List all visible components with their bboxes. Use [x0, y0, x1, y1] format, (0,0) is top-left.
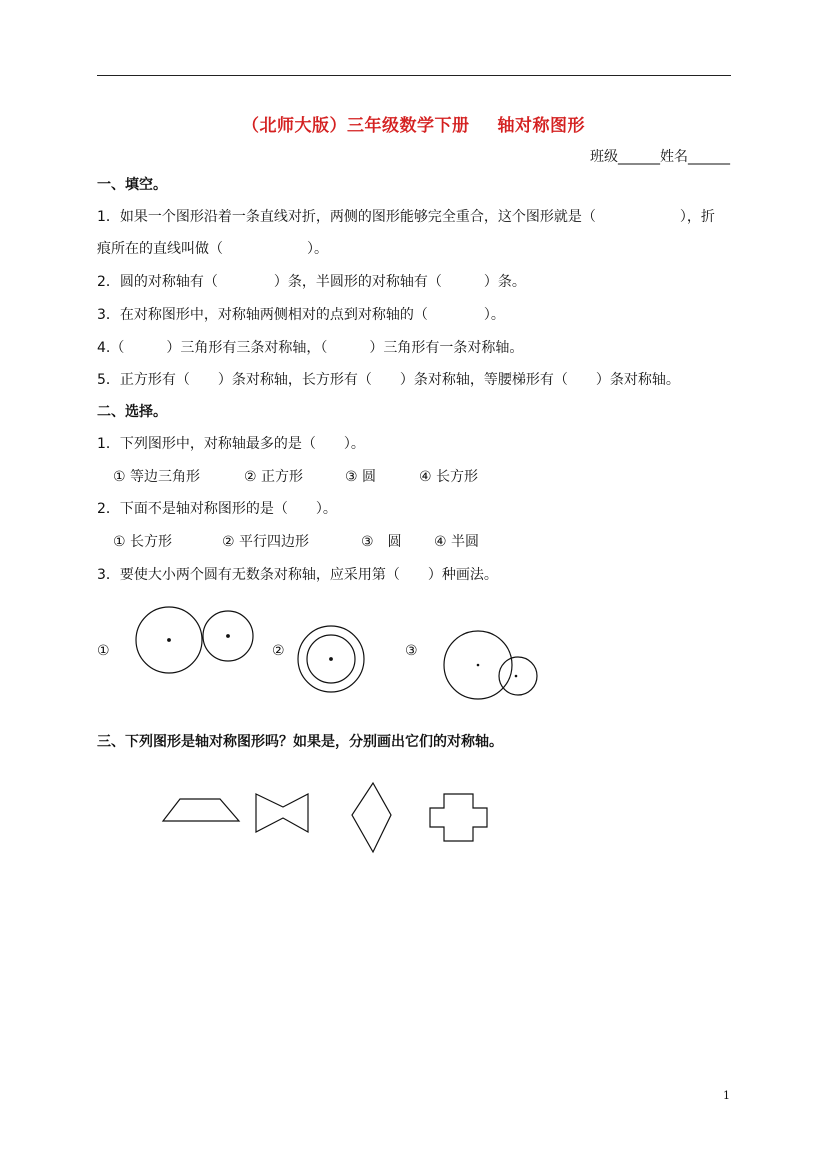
circle-figure-1 — [136, 607, 253, 673]
s2-q1-option-1: ① 等边三角形 — [113, 469, 201, 485]
circle-figure-3 — [444, 631, 537, 699]
title-topic: 轴对称图形 — [497, 116, 585, 136]
s1-question-2: 2．圆的对称轴有（ ）条，半圆形的对称轴有（ ）条。 — [97, 274, 526, 290]
s2-question-1: 1．下列图形中，对称轴最多的是（ ）。 — [97, 436, 365, 452]
s1-question-1-line2: 痕所在的直线叫做（ ）。 — [97, 241, 328, 257]
s2-q2-option-2: ② 平行四边形 — [222, 534, 310, 550]
section3-heading: 三、下列图形是轴对称图形吗？如果是，分别画出它们的对称轴。 — [97, 734, 503, 750]
s2-question-2: 2．下面不是轴对称图形的是（ ）。 — [97, 501, 337, 517]
section1-heading: 一、填空。 — [97, 177, 167, 193]
s1-question-1-line1: 1．如果一个图形沿着一条直线对折，两侧的图形能够完全重合，这个图形就是（ ），折 — [97, 209, 715, 225]
page-number: 1 — [723, 1089, 730, 1102]
cross-shape — [430, 794, 487, 841]
section2-heading: 二、选择。 — [97, 404, 167, 420]
figure-label-2: ② — [272, 643, 285, 659]
bowtie-shape — [256, 794, 308, 832]
s1-question-3: 3．在对称图形中，对称轴两侧相对的点到对称轴的（ ）。 — [97, 307, 505, 323]
s2-q2-option-3: ③ 圆 — [361, 534, 402, 550]
s2-q2-option-1: ① 长方形 — [113, 534, 173, 550]
kite-shape — [352, 783, 391, 852]
s1-question-5: 5．正方形有（ ）条对称轴，长方形有（ ）条对称轴，等腰梯形有（ ）条对称轴。 — [97, 372, 680, 388]
figure-label-1: ① — [97, 643, 110, 659]
s2-q2-option-4: ④ 半圆 — [434, 534, 480, 550]
s2-question-3: 3．要使大小两个圆有无数条对称轴，应采用第（ ）种画法。 — [97, 567, 498, 583]
s1-question-4: 4.（ ）三角形有三条对称轴，（ ）三角形有一条对称轴。 — [97, 340, 524, 356]
title-series: （北师大版）三年级数学下册 — [242, 116, 470, 136]
s2-q1-option-4: ④ 长方形 — [419, 469, 479, 485]
class-name-line: 班级______姓名______ — [590, 149, 730, 165]
figure-label-3: ③ — [405, 643, 418, 659]
s2-q1-option-2: ② 正方形 — [244, 469, 304, 485]
s2-q1-option-3: ③ 圆 — [345, 469, 377, 485]
trapezoid-shape — [163, 799, 239, 821]
circle-figure-2 — [298, 626, 364, 692]
